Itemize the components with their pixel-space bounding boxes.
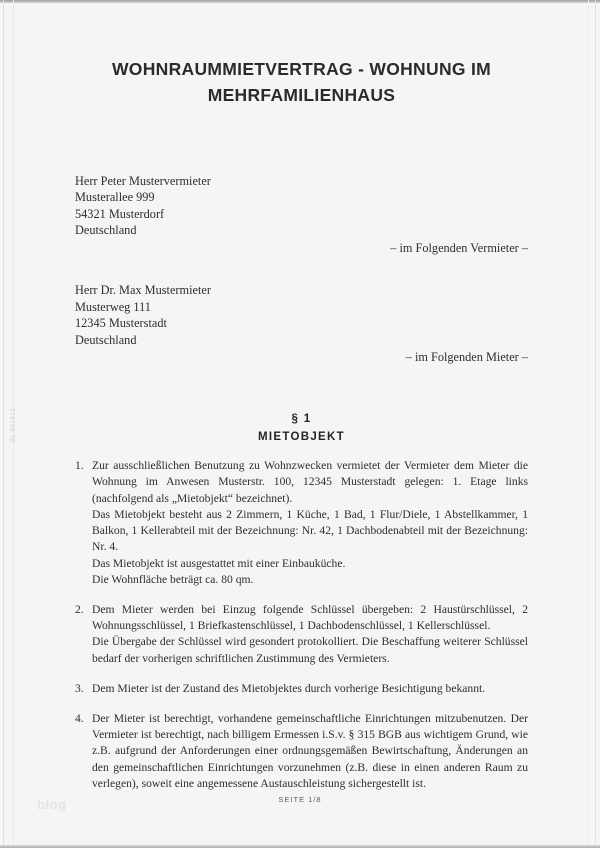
clause-paragraph: Das Mietobjekt ist ausgestattet mit einer Einbauküche. — [92, 556, 346, 570]
clause-paragraph: Der Mieter ist berechtigt, vorhandene gemeinschaftliche Einrichtungen mitzubenutzen. Der Vermieter ist berechtigt, nach billigem Ermessen i.S.v. § 315 BGB aus wichtigem Grund, wie z.B. aufgrund der Anforderungen einer ordnungsgemäßen Bewirtschaftung, Änderungen an den gemeinschaftlichen Einrichtungen vorzunehmen (z.B. diese in einen anderen Raum zu verlegen), soweit eine angemessene Austauschleistung sichergestellt ist. — [92, 711, 528, 790]
tenant-name: Herr Dr. Max Mustermieter — [75, 283, 211, 297]
blog-watermark: blog — [37, 797, 67, 812]
document-title: WOHNRAUMMIETVERTRAG - WOHNUNG IM MEHRFAMILIENHAUS — [111, 59, 491, 106]
section-heading — [75, 410, 528, 447]
scan-line-right-outer — [595, 0, 596, 848]
page-number: SEITE 1/8 — [278, 795, 322, 804]
landlord-address-block — [75, 173, 528, 239]
scan-line-left-outer — [3, 0, 4, 848]
clause-text — [92, 681, 528, 697]
clause-paragraph: Dem Mieter werden bei Einzug folgende Schlüssel übergeben: 2 Haustürschlüssel, 2 Wohnungsschlüssel, 1 Briefkastenschlüssel, 1 Dachbodenschlüssel, 1 Kellerschlüssel. — [92, 602, 528, 633]
clause-paragraph: Zur ausschließlichen Benutzung zu Wohnzwecken vermietet der Vermieter dem Mieter die Wohnung im Anwesen Musterstr. 100, 12345 Musterstadt gelegen: 1. Etage links (nachfolgend als „Mietobjekt“ bezeichnet). — [92, 459, 528, 505]
clause-paragraph: Dem Mieter ist der Zustand des Mietobjektes durch vorherige Besichtigung bekannt. — [92, 681, 486, 695]
section-title: MIETOBJEKT — [258, 430, 345, 443]
landlord-name: Herr Peter Mustervermieter — [75, 173, 211, 188]
clause-item-2 — [75, 602, 528, 667]
tenant-address-block — [75, 282, 528, 348]
scan-edge-top — [0, 0, 600, 3]
section-number: § 1 — [291, 412, 312, 425]
clause-number: 2. — [75, 602, 84, 616]
edge-code-watermark: BL 901813 — [11, 407, 17, 442]
tenant-street: Musterweg 111 — [75, 299, 151, 314]
clause-paragraph: Die Übergabe der Schlüssel wird gesondert protokolliert. Die Beschaffung weiterer Schlüssel bedarf der vorherigen schriftlichen Zustimmung des Vermieters. — [92, 635, 528, 665]
scan-line-right-inner — [588, 0, 589, 848]
landlord-street: Musterallee 999 — [75, 190, 155, 204]
clause-text — [92, 602, 528, 667]
clause-paragraph: Die Wohnfläche beträgt ca. 80 qm. — [92, 572, 254, 586]
clause-paragraph: Das Mietobjekt besteht aus 2 Zimmern, 1 Küche, 1 Bad, 1 Flur/Diele, 1 Abstellkammer, 1 Balkon, 1 Kellerabteil mit der Bezeichnung: Nr. 42, 1 Dachbodenabteil mit der Bezeichnung: Nr. 4. — [92, 507, 528, 554]
landlord-designation: – im Folgenden Vermieter – — [390, 240, 528, 255]
clause-item-4 — [75, 711, 528, 792]
tenant-city: 12345 Musterstadt — [75, 316, 167, 330]
tenant-country: Deutschland — [75, 332, 137, 347]
clause-list — [75, 458, 528, 792]
clause-number: 3. — [75, 681, 84, 695]
clause-text — [92, 458, 528, 588]
clause-number: 1. — [75, 459, 84, 473]
clause-item-1 — [75, 458, 528, 588]
landlord-country: Deutschland — [75, 223, 137, 237]
landlord-city: 54321 Musterdorf — [75, 206, 165, 221]
clause-text — [92, 711, 528, 792]
tenant-designation: – im Folgenden Mieter – — [405, 350, 528, 364]
clause-item-3 — [75, 681, 528, 697]
clause-number: 4. — [75, 711, 84, 725]
document-content — [75, 56, 528, 806]
